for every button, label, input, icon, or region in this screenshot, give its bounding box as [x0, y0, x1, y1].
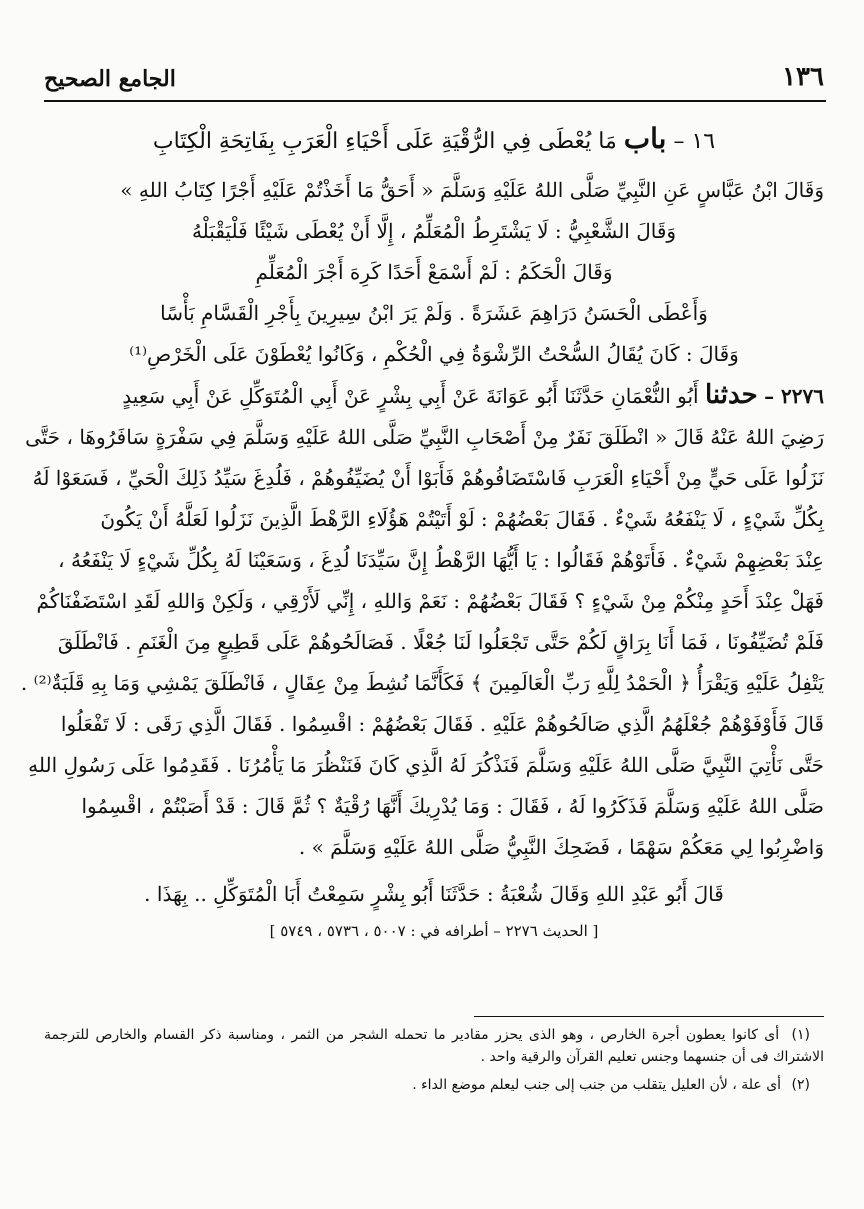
isnad-text: أَبُو النُّعْمَانِ حَدَّثَنَا أَبُو عَوَانَةَ عَنْ أَبِي بِشْرٍ عَنْ أَبِي الْمُتَوَكِّلِ عَنْ أَبِي سَعِيدٍ: [122, 384, 699, 408]
footnote-text: أى كانوا يعطون أجرة الخارص ، وهو الذى يحزر مقادير ما تحمله الشجر من الثمر ، ومناسبة ذكر القسام والخارص للترجمة الاشتراك فى أن جنسهما وجنس تعليم القرآن والرقية واحد .: [44, 1027, 824, 1065]
header-rule: [44, 100, 826, 102]
footnotes: [44, 1024, 824, 1102]
footnote-rule: [474, 1016, 824, 1017]
hadith-line: قَالَ فَأَوْفَوْهُمْ جُعْلَهُمُ الَّذِي صَالَحُوهُمْ عَلَيْهِ . فَقَالَ بَعْضُهُمْ : اقْسِمُوا . فَقَالَ الَّذِي رَقَى : لَا تَفْعَلُوا: [60, 712, 824, 736]
hadith-line: صَلَّى اللهُ عَلَيْهِ وَسَلَّمَ فَذَكَرُوا لَهُ ، فَقَالَ : وَمَا يُدْرِيكَ أَنَّهَا رُقْيَةٌ ؟ ثُمَّ قَالَ : قَدْ أَصَبْتُمْ ، اقْسِمُوا: [81, 794, 824, 818]
chapter-text-line: وَقَالَ الشَّعْبِيُّ : لَا يَشْتَرِطُ الْمُعَلِّمُ ، إِلَّا أَنْ يُعْطَى شَيْئًا فَلْيَقْبَلْهُ: [191, 219, 677, 243]
page-header: [44, 52, 824, 92]
hadith-reference: [ الحديث ٢٢٧٦ – أطرافه في : ٥٠٠٧ ، ٥٧٣٦ ، ٥٧٤٩ ]: [269, 922, 599, 940]
footnote-label: (٢): [791, 1077, 810, 1093]
chapter-text-line: وَقَالَ : كَانَ يُقَالُ السُّحْتُ الرِّشْوَةُ فِي الْحُكْمِ ، وَكَانُوا يُعْطَوْنَ عَلَى الْخَرْصِ⁽¹⁾: [129, 342, 739, 366]
footnote-text: أى علة ، لأن العليل يتقلب من جنب إلى جنب ليعلم موضع الداء .: [412, 1077, 782, 1093]
chapter-text-line: وَقَالَ الْحَكَمُ : لَمْ أَسْمَعْ أَحَدًا كَرِهَ أَجْرَ الْمُعَلِّمِ: [255, 260, 613, 284]
hadith-line: عِنْدَ بَعْضِهِمْ شَيْءٌ . فَأَتَوْهُمْ فَقَالُوا : يَا أَيُّهَا الرَّهْطُ إِنَّ سَيِّدَنَا لُدِغَ ، وَسَعَيْنَا لَهُ بِكُلِّ شَيْءٍ لَا يَنْفَعُهُ ،: [58, 548, 824, 572]
footnote-label: (١): [791, 1027, 810, 1043]
hadith-line: فَهَلْ عِنْدَ أَحَدٍ مِنْكُمْ مِنْ شَيْءٍ ؟ فَقَالَ بَعْضُهُمْ : نَعَمْ وَاللهِ ، إِنِّي لَأَرْقِي ، وَلَكِنْ وَاللهِ لَقَدِ اسْتَضَفْنَاكُمْ: [36, 589, 824, 613]
footnote-1: [44, 1024, 824, 1068]
footnote-2: [44, 1074, 824, 1096]
hadith-opening: [44, 375, 824, 417]
haddathana-word: حدثنا: [704, 380, 758, 410]
page-number: ١٣٦: [782, 62, 824, 92]
hadith-line: رَضِيَ اللهُ عَنْهُ قَالَ « انْطَلَقَ نَفَرٌ مِنْ أَصْحَابِ النَّبِيِّ صَلَّى اللهُ عَلَيْهِ وَسَلَّمَ فِي سَفْرَةٍ سَافَرُوهَا ، حَتَّى: [25, 425, 824, 449]
chapter-heading: [44, 118, 824, 162]
hadith-line: فَلَمْ تُضَيِّفُونَا ، فَمَا أَنَا بِرَاقٍ لَكُمْ حَتَّى تَجْعَلُوا لَنَا جُعْلًا . فَصَالَحُوهُمْ عَلَى قَطِيعٍ مِنَ الْغَنَمِ . فَانْطَلَقَ: [57, 630, 824, 654]
bab-word: باب: [623, 122, 667, 155]
chapter-title: مَا يُعْطَى فِي الرُّقْيَةِ عَلَى أَحْيَاءِ الْعَرَبِ بِفَاتِحَةِ الْكِتَابِ: [152, 129, 617, 154]
hadith-number: ٢٢٧٦ –: [764, 384, 824, 408]
hadith-closing: قَالَ أَبُو عَبْدِ اللهِ وَقَالَ شُعْبَةُ : حَدَّثَنَا أَبُو بِشْرٍ سَمِعْتُ أَبَا الْمُتَوَكِّلِ .. بِهَذَا .: [144, 882, 724, 906]
hadith-line: نَزَلُوا عَلَى حَيٍّ مِنْ أَحْيَاءِ الْعَرَبِ فَاسْتَضَافُوهُمْ فَأَبَوْا أَنْ يُضَيِّفُوهُمْ ، فَلُدِغَ سَيِّدُ ذَلِكَ الْحَيِّ ، فَسَعَوْا لَهُ: [32, 466, 824, 490]
hadith-line: وَاضْرِبُوا لِي مَعَكُمْ سَهْمًا ، فَضَحِكَ النَّبِيُّ صَلَّى اللهُ عَلَيْهِ وَسَلَّمَ » .: [298, 835, 824, 859]
hadith-line: حَتَّى نَأْتِيَ النَّبِيَّ صَلَّى اللهُ عَلَيْهِ وَسَلَّمَ فَنَذْكُرَ لَهُ الَّذِي كَانَ فَنَنْظُرَ مَا يَأْمُرُنَا . فَقَدِمُوا عَلَى رَسُولِ اللهِ: [28, 753, 824, 777]
hadith-line: يَتْفِلُ عَلَيْهِ وَيَقْرَأُ ﴿ الْحَمْدُ لِلَّهِ رَبِّ الْعَالَمِينَ ﴾ فَكَأَنَّمَا نُشِطَ مِنْ عِقَالٍ ، فَانْطَلَقَ يَمْشِي وَمَا بِهِ قَلَبَةٌ⁽²⁾ .: [20, 671, 824, 695]
main-text: [20, 112, 824, 952]
chapter-number: ١٦ –: [673, 129, 716, 154]
chapter-text-line: وَأَعْطَى الْحَسَنُ دَرَاهِمَ عَشَرَةً . وَلَمْ يَرَ ابْنُ سِيرِينَ بِأَجْرِ الْقَسَّامِ بَأْسًا: [160, 301, 708, 325]
running-title: الجامع الصحيح: [44, 66, 176, 92]
hadith-line: بِكُلِّ شَيْءٍ ، لَا يَنْفَعُهُ شَيْءٌ . فَقَالَ بَعْضُهُمْ : لَوْ أَتَيْتُمْ هَؤُلَاءِ الرَّهْطَ الَّذِينَ نَزَلُوا لَعَلَّهُ أَنْ يَكُونَ: [100, 507, 824, 531]
chapter-text-line: وَقَالَ ابْنُ عَبَّاسٍ عَنِ النَّبِيِّ صَلَّى اللهُ عَلَيْهِ وَسَلَّمَ « أَحَقُّ مَا أَخَذْتُمْ عَلَيْهِ أَجْرًا كِتَابُ اللهِ »: [120, 178, 824, 202]
